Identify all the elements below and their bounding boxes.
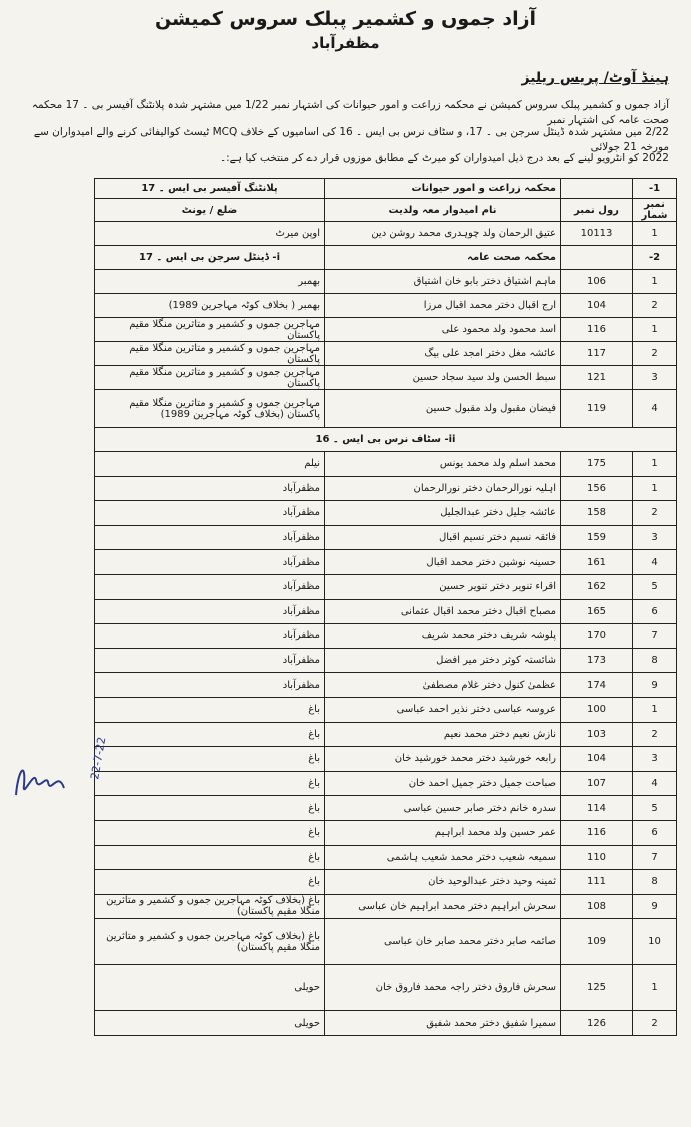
department-name: محکمہ زراعت و امور حیوانات [325,179,561,199]
district: مظفرآباد [95,574,325,599]
roll-number: 117 [561,342,633,366]
district: نیلم [95,452,325,477]
roll-number: 159 [561,525,633,550]
roll-number: 165 [561,599,633,624]
district: باغ [95,747,325,772]
serial-number: 1 [633,476,677,501]
candidate-name: عمر حسین ولد محمد ابراہیم [325,820,561,845]
candidate-name: فائقہ نسیم دختر نسیم اقبال [325,525,561,550]
serial-number: 5 [633,574,677,599]
candidate-name: صباحت جمیل دختر جمیل احمد خان [325,771,561,796]
table-row [95,870,677,895]
blank-cell [561,179,633,199]
roll-number: 110 [561,845,633,870]
table-row [95,965,677,1011]
candidate-name: سبط الحسن ولد سید سجاد حسین [325,366,561,390]
candidate-name: ماہم اشتیاق دختر بابو خان اشتیاق [325,270,561,294]
roll-number: 175 [561,452,633,477]
candidate-name: رابعہ خورشید دختر محمد خورشید خان [325,747,561,772]
district: باغ [95,697,325,722]
candidate-name: ارج اقبال دختر محمد اقبال مرزا [325,294,561,318]
candidate-name: عتیق الرحمان ولد چوہدری محمد روشن دین [325,222,561,246]
serial-number: 1 [633,270,677,294]
signature [6,700,126,820]
header-district: ضلع / یونٹ [95,199,325,222]
candidate-name: شائستہ کوثر دختر میر افضل [325,648,561,673]
table-row [95,525,677,550]
header-name: نام امیدوار معہ ولدیت [325,199,561,222]
section-row [95,246,677,270]
candidate-name: فیضان مقبول ولد مقبول حسین [325,390,561,428]
table-row [95,919,677,965]
table-row [95,390,677,428]
serial-number: 5 [633,796,677,821]
blank-cell [561,246,633,270]
table-row [95,366,677,390]
section-row [95,179,677,199]
candidate-name: پلوشہ شریف دختر محمد شریف [325,624,561,649]
serial-number: 3 [633,366,677,390]
table-row [95,648,677,673]
roll-number: 100 [561,697,633,722]
candidate-name: اسد محمود ولد محمود علی [325,318,561,342]
district: حویلی [95,965,325,1011]
district: مہاجرین جموں و کشمیر و متاثرین منگلا مقیم پاکستان [95,366,325,390]
serial-number: 4 [633,771,677,796]
table-row [95,222,677,246]
district: مظفرآباد [95,525,325,550]
roll-number: 103 [561,722,633,747]
roll-number: 125 [561,965,633,1011]
roll-number: 121 [561,366,633,390]
table-row [95,318,677,342]
district: اوپن میرٹ [95,222,325,246]
serial-number: 2 [633,1011,677,1036]
department-name: محکمہ صحت عامہ [325,246,561,270]
table-row [95,747,677,772]
serial-number: 9 [633,673,677,698]
roll-number: 156 [561,476,633,501]
table-row [95,476,677,501]
serial-number: 4 [633,390,677,428]
serial-number: 3 [633,525,677,550]
serial-number: 6 [633,599,677,624]
table-row [95,697,677,722]
candidate-name: عظمیٰ کنول دختر غلام مصطفیٰ [325,673,561,698]
post-title: پلانٹنگ آفیسر بی ایس ۔ 17 [95,179,325,199]
serial-number: 1 [633,965,677,1011]
section-row [95,428,677,452]
district: بھمبر ( بخلاف کوٹہ مہاجرین 1989) [95,294,325,318]
district: باغ [95,771,325,796]
serial-number: 1 [633,222,677,246]
table-row [95,270,677,294]
candidate-name: سحرش فاروق دختر راجہ محمد فاروق خان [325,965,561,1011]
candidate-name: ثمینہ وحید دختر عبدالوحید خان [325,870,561,895]
district: باغ [95,845,325,870]
serial-number: 2 [633,722,677,747]
roll-number: 116 [561,318,633,342]
serial-number: 8 [633,648,677,673]
city-title: مظفرآباد [311,34,380,52]
table-row [95,294,677,318]
serial-number: 1 [633,318,677,342]
roll-number: 170 [561,624,633,649]
district: مہاجرین جموں و کشمیر و متاثرین منگلا مقیم پاکستان [95,318,325,342]
table-row [95,820,677,845]
roll-number: 114 [561,796,633,821]
roll-number: 158 [561,501,633,526]
roll-number: 109 [561,919,633,965]
district: مظفرآباد [95,624,325,649]
roll-number: 111 [561,870,633,895]
roll-number: 106 [561,270,633,294]
roll-number: 108 [561,894,633,919]
post-title: i- ڈینٹل سرجن بی ایس ۔ 17 [95,246,325,270]
table-row [95,771,677,796]
serial-number: 2 [633,294,677,318]
intro-line-3: 2022 کو انٹرویو لینے کے بعد درج ذیل امیدواران کو میرٹ کے مطابق موزوں قرار دے کر منتخب کیا ہے:۔ [219,152,669,164]
table-row [95,894,677,919]
roll-number: 173 [561,648,633,673]
district: مہاجرین جموں و کشمیر و متاثرین منگلا مقیم پاکستان (بخلاف کوٹہ مہاجرین 1989) [95,390,325,428]
candidate-name: سدرہ خانم دختر صابر حسین عباسی [325,796,561,821]
candidate-name: سحرش ابراہیم دختر محمد ابراہیم خان عباسی [325,894,561,919]
serial-number: 2 [633,342,677,366]
district: مظفرآباد [95,648,325,673]
table-row [95,452,677,477]
selection-table [94,178,677,1036]
intro-line-2: 2/22 میں مشتہر شدہ ڈینٹل سرجن بی ۔ 17، و سٹاف نرس بی ایس ۔ 16 کی اسامیوں کے خلاف MCQ ٹیسٹ کوالیفائی کرنے والے امیدواران سے مورخہ 21 جولائی [33,126,669,153]
intro-line-1: آزاد جموں و کشمیر پبلک سروس کمیشن نے محکمہ زراعت و امور حیوانات کی اشتہار نمبر 1/22 میں مشتہر شدہ پلانٹنگ آفیسر بی ۔ 17 محکمہ صحت عامہ کی اشتہار نمبر [31,99,669,126]
serial-number: 8 [633,870,677,895]
district: مہاجرین جموں و کشمیر و متاثرین منگلا مقیم پاکستان [95,342,325,366]
table-row [95,342,677,366]
district: باغ [95,722,325,747]
table-row [95,599,677,624]
roll-number: 10113 [561,222,633,246]
post-title: ii- سٹاف نرس بی ایس ۔ 16 [95,428,677,452]
header-roll: رول نمبر [561,199,633,222]
serial-number: 9 [633,894,677,919]
candidate-name: عائشہ مغل دختر امجد علی بیگ [325,342,561,366]
district: حویلی [95,1011,325,1036]
serial-number: 2 [633,501,677,526]
serial-number: 1 [633,452,677,477]
district: باغ [95,820,325,845]
district: باغ (بخلاف کوٹہ مہاجرین جموں و کشمیر و متاثرین منگلا مقیم پاکستان) [95,919,325,965]
header-row [95,199,677,222]
table-row [95,1011,677,1036]
candidate-name: مصباح اقبال دختر محمد اقبال عثمانی [325,599,561,624]
commission-title: آزاد جموں و کشمیر پبلک سروس کمیشن [154,8,537,30]
district: مظفرآباد [95,501,325,526]
district: مظفرآباد [95,550,325,575]
candidate-name: عائشہ جلیل دختر عبدالجلیل [325,501,561,526]
roll-number: 161 [561,550,633,575]
table-row [95,550,677,575]
serial-number: 10 [633,919,677,965]
table-row [95,796,677,821]
table-row [95,845,677,870]
roll-number: 104 [561,294,633,318]
table-row [95,673,677,698]
serial-number: 1 [633,697,677,722]
serial-number: 7 [633,624,677,649]
roll-number: 126 [561,1011,633,1036]
district: باغ [95,796,325,821]
roll-number: 107 [561,771,633,796]
serial-number: 4 [633,550,677,575]
district: مظفرآباد [95,476,325,501]
candidate-name: سمیرا شفیق دختر محمد شفیق [325,1011,561,1036]
roll-number: 119 [561,390,633,428]
signature-date: 22-7-22 [88,735,109,781]
district: مظفرآباد [95,599,325,624]
table-row [95,574,677,599]
roll-number: 174 [561,673,633,698]
candidate-name: اقراء تنویر دختر تنویر حسین [325,574,561,599]
district: مظفرآباد [95,673,325,698]
candidate-name: سمیعہ شعیب دختر محمد شعیب ہاشمی [325,845,561,870]
header-sn: نمبر شمار [633,199,677,222]
district: باغ (بخلاف کوٹہ مہاجرین جموں و کشمیر و متاثرین منگلا مقیم پاکستان) [95,894,325,919]
roll-number: 116 [561,820,633,845]
candidate-name: نازش نعیم دختر محمد نعیم [325,722,561,747]
roll-number: 104 [561,747,633,772]
table-row [95,501,677,526]
table-row [95,624,677,649]
serial-number: 3 [633,747,677,772]
table-row [95,722,677,747]
candidate-name: حسینہ نوشین دختر محمد اقبال [325,550,561,575]
district: باغ [95,870,325,895]
serial-number: 7 [633,845,677,870]
section-number: 1- [633,179,677,199]
candidate-name: صائمہ صابر دختر محمد صابر خان عباسی [325,919,561,965]
section-number: 2- [633,246,677,270]
candidate-name: اہلیہ نورالرحمان دختر نورالرحمان [325,476,561,501]
press-release-heading: ہینڈ آوٹ/ پریس ریلیز [521,70,669,86]
roll-number: 162 [561,574,633,599]
district: بھمبر [95,270,325,294]
candidate-name: محمد اسلم ولد محمد یونس [325,452,561,477]
candidate-name: عروسہ عباسی دختر نذیر احمد عباسی [325,697,561,722]
serial-number: 6 [633,820,677,845]
